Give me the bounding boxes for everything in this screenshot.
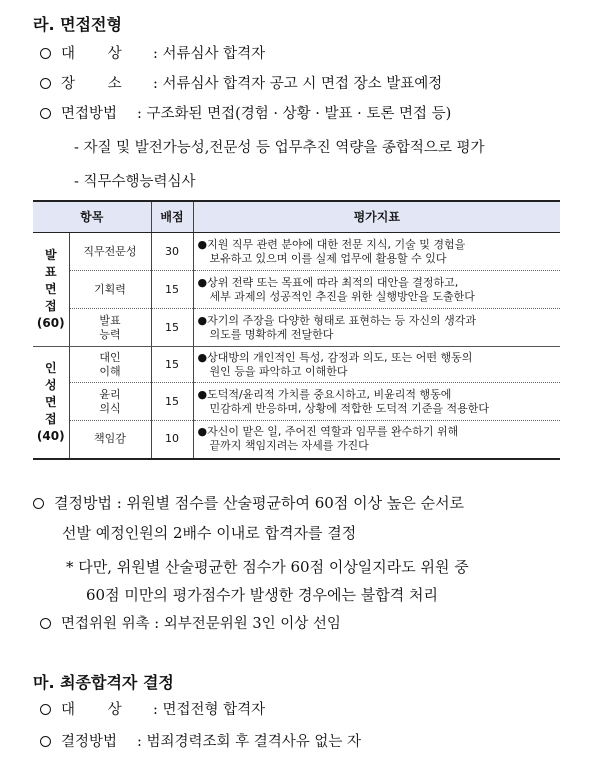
indicator-cell: ●상위 전략 또는 목표에 따라 최적의 대안을 결정하고, 세부 과제의 성공적인 추진을 위한 실행방안을 도출한다	[193, 271, 560, 309]
ra-place-label: 장 소	[61, 76, 136, 92]
ra-target-value: : 서류심사 합격자	[153, 46, 266, 62]
circle-bullet-icon	[40, 618, 51, 629]
item-cell: 책임감	[69, 421, 151, 459]
score-cell: 15	[151, 383, 193, 421]
section-ma-title: 마. 최종합격자 결정	[33, 673, 174, 692]
ra-target-line	[40, 42, 265, 63]
decision-line2: 선발 예정인원의 2배수 이내로 합격자를 결정	[62, 524, 357, 542]
item-cell: 윤리 의식	[69, 383, 151, 421]
decision-line1	[33, 492, 464, 513]
group-label-presentation: 발 표 면 접 (60)	[33, 233, 69, 347]
ma-target-label: 대 상	[61, 702, 136, 718]
score-cell: 15	[151, 271, 193, 309]
item-cell: 대인 이해	[69, 347, 151, 383]
table-row	[33, 233, 560, 271]
committee-line	[40, 612, 341, 633]
ra-place-line	[40, 72, 442, 93]
section-ra-title: 라. 면접전형	[33, 15, 122, 34]
group-label-personality: 인 성 면 접 (40)	[33, 347, 69, 459]
header-score: 배점	[151, 201, 193, 233]
score-cell: 15	[151, 347, 193, 383]
score-cell: 15	[151, 309, 193, 347]
table-row	[33, 271, 560, 309]
circle-bullet-icon	[33, 498, 44, 509]
circle-bullet-icon	[40, 48, 51, 59]
indicator-cell: ●자신이 맡은 일, 주어진 역할과 임무를 완수하기 위해 끝까지 책임지려는 자세를 가진다	[193, 421, 560, 459]
ra-sub2: - 직무수행능력심사	[74, 174, 196, 190]
ma-method-line	[40, 730, 361, 751]
score-cell: 10	[151, 421, 193, 459]
item-cell: 발표 능력	[69, 309, 151, 347]
item-cell: 직무전문성	[69, 233, 151, 271]
score-cell: 30	[151, 233, 193, 271]
ma-target-line	[40, 698, 265, 719]
ra-place-value: : 서류심사 합격자 공고 시 면접 장소 발표예정	[153, 76, 443, 92]
header-indicator: 평가지표	[193, 201, 560, 233]
ra-target-label: 대 상	[61, 46, 136, 62]
table-row	[33, 421, 560, 459]
circle-bullet-icon	[40, 108, 51, 119]
ma-method-label: 결정방법	[61, 734, 118, 750]
header-item: 항목	[33, 201, 151, 233]
ra-method-value: : 구조화된 면접(경험 · 상황 · 발표 · 토론 면접 등)	[137, 106, 452, 122]
ra-method-line	[40, 102, 451, 123]
decision-text1: 결정방법 : 위원별 점수를 산술평균하여 60점 이상 높은 순서로	[54, 494, 465, 512]
table-row	[33, 309, 560, 347]
ra-method-label: 면접방법	[61, 106, 118, 122]
decision-note2: 60점 미만의 평가점수가 발생한 경우에는 불합격 처리	[86, 586, 438, 604]
ma-method-value: : 범죄경력조회 후 결격사유 없는 자	[137, 734, 362, 750]
table-header-row	[33, 201, 560, 233]
indicator-cell: ●도덕적/윤리적 가치를 중요시하고, 비윤리적 행동에 민감하게 반응하며, 상황에 적합한 도덕적 기준을 적용한다	[193, 383, 560, 421]
table-row	[33, 347, 560, 383]
committee-text: 면접위원 위촉 : 외부전문위원 3인 이상 선임	[61, 616, 341, 632]
circle-bullet-icon	[40, 704, 51, 715]
table-row	[33, 383, 560, 421]
indicator-cell: ●자기의 주장을 다양한 형태로 표현하는 등 자신의 생각과 의도를 명확하게 전달한다	[193, 309, 560, 347]
indicator-cell: ●상대방의 개인적인 특성, 감정과 의도, 또는 어떤 행동의 원인 등을 파악하고 이해한다	[193, 347, 560, 383]
evaluation-table	[33, 200, 560, 460]
ra-sub1: - 자질 및 발전가능성,전문성 등 업무추진 역량을 종합적으로 평가	[74, 140, 485, 156]
item-cell: 기획력	[69, 271, 151, 309]
circle-bullet-icon	[40, 736, 51, 747]
circle-bullet-icon	[40, 78, 51, 89]
decision-note1: * 다만, 위원별 산술평균한 점수가 60점 이상일지라도 위원 중	[66, 558, 469, 576]
ma-target-value: : 면접전형 합격자	[153, 702, 266, 718]
indicator-cell: ●지원 직무 관련 분야에 대한 전문 지식, 기술 및 경험을 보유하고 있으며 이를 실제 업무에 활용할 수 있다	[193, 233, 560, 271]
